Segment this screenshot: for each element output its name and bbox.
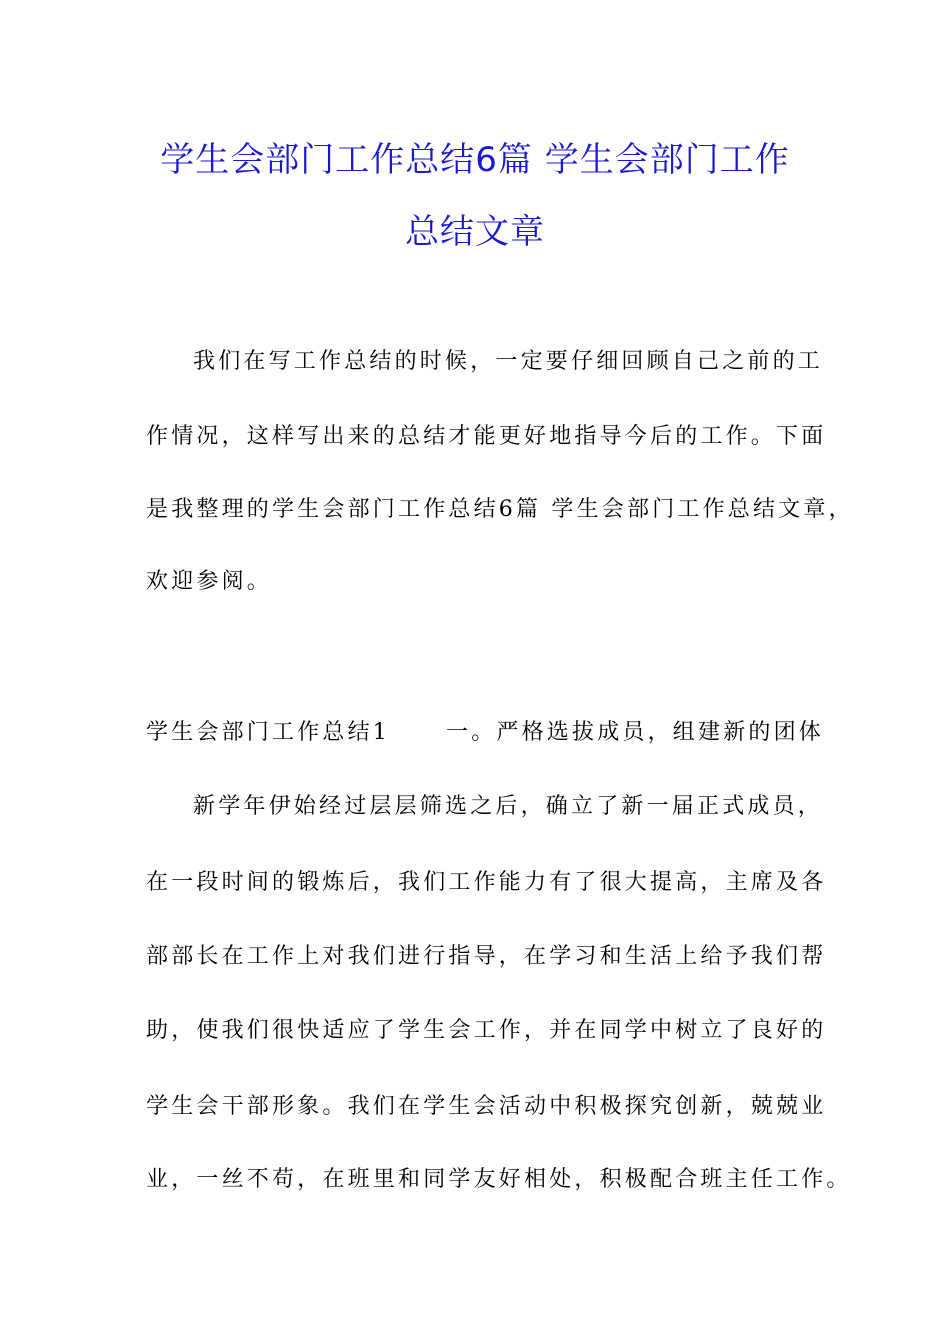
intro-line-1: 我们在写工作总结的时候，一定要仔细回顾自己之前的工 [193, 349, 824, 374]
section-heading-label: 学生会部门工作总结1 [146, 720, 390, 745]
section-heading-row [146, 718, 824, 748]
document-title-line-1: 学生会部门工作总结6篇 学生会部门工作 [160, 140, 790, 180]
section-subheading: 一。严格选拔成员，组建新的团体 [446, 720, 825, 745]
document-title-line-2: 总结文章 [405, 212, 545, 252]
body-line-6: 业，一丝不苟，在班里和同学友好相处，积极配合班主任工作。 [146, 1167, 852, 1192]
body-line-4: 助，使我们很快适应了学生会工作，并在同学中树立了良好的 [146, 1018, 827, 1043]
intro-line-2: 作情况，这样写出来的总结才能更好地指导今后的工作。下面 [146, 424, 827, 449]
intro-line-3: 是我整理的学生会部门工作总结6篇 学生会部门工作总结文章， [146, 497, 854, 522]
body-line-3: 部部长在工作上对我们进行指导，在学习和生活上给予我们帮 [146, 944, 827, 969]
body-line-5: 学生会干部形象。我们在学生会活动中积极探究创新，兢兢业 [146, 1094, 827, 1119]
body-line-1: 新学年伊始经过层层筛选之后，确立了新一届正式成员， [193, 794, 824, 819]
body-line-2: 在一段时间的锻炼后，我们工作能力有了很大提高，主席及各 [146, 870, 827, 895]
intro-line-4: 欢迎参阅。 [146, 569, 273, 594]
